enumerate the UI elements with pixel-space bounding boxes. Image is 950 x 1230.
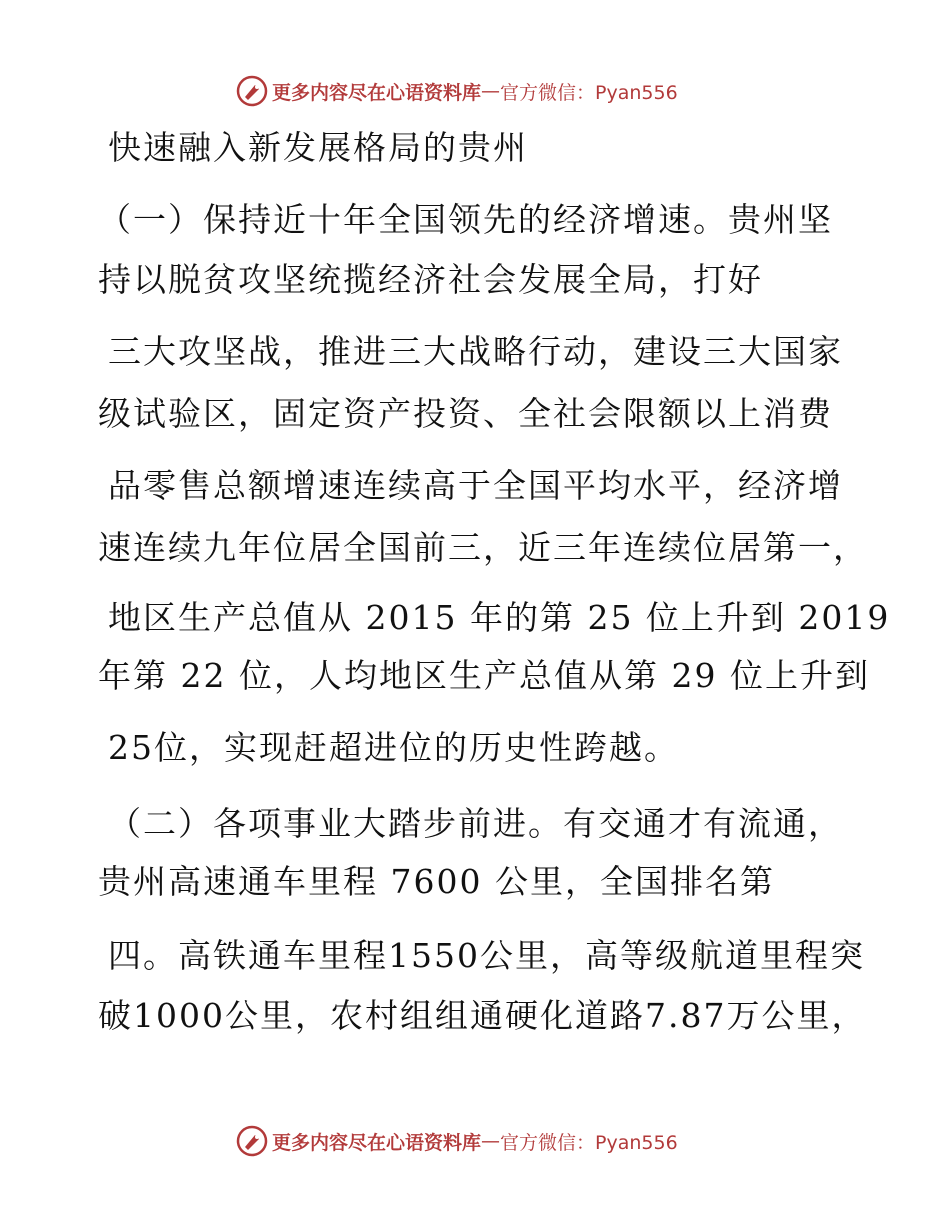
text-line: 持以脱贫攻坚统揽经济社会发展全局，打好 <box>98 260 763 299</box>
text-line: 三大攻坚战，推进三大战略行动，建设三大国家 <box>108 332 843 371</box>
text-line: 级试验区，固定资产投资、全社会限额以上消费 <box>98 394 833 433</box>
watermark-separator: — <box>481 1130 501 1152</box>
text-line: 速连续九年位居全国前三，近三年连续位居第一， <box>98 528 868 567</box>
watermark-separator: — <box>481 80 501 102</box>
text-line: 年第 22 位，人均地区生产总值从第 29 位上升到 <box>98 656 870 695</box>
text-line: 品零售总额增速连续高于全国平均水平，经济增 <box>108 466 843 505</box>
watermark-wechat: 官方微信：Pyan556 <box>500 1131 678 1154</box>
text-line: （二）各项事业大踏步前进。有交通才有流通， <box>108 804 843 843</box>
watermark-wechat: 官方微信：Pyan556 <box>500 81 678 104</box>
document-title: 快速融入新发展格局的贵州 <box>108 128 528 167</box>
text-line: 四。高铁通车里程1550公里，高等级航道里程突 <box>108 936 865 975</box>
watermark-banner-bottom <box>236 1124 678 1158</box>
text-line: 贵州高速通车里程 7600 公里，全国排名第 <box>98 862 775 901</box>
watermark-text: 更多内容尽在心语资料库 <box>272 1131 482 1154</box>
watermark-text: 更多内容尽在心语资料库 <box>272 81 482 104</box>
text-line: （一）保持近十年全国领先的经济增速。贵州坚 <box>98 200 833 239</box>
pen-nib-icon <box>236 1125 268 1157</box>
watermark-banner-top <box>236 74 678 108</box>
text-line: 地区生产总值从 2015 年的第 25 位上升到 2019 <box>108 598 891 637</box>
text-line: 破1000公里，农村组组通硬化道路7.87万公里， <box>98 996 867 1035</box>
text-line: 25位，实现赶超进位的历史性跨越。 <box>108 728 679 767</box>
pen-nib-icon <box>236 75 268 107</box>
